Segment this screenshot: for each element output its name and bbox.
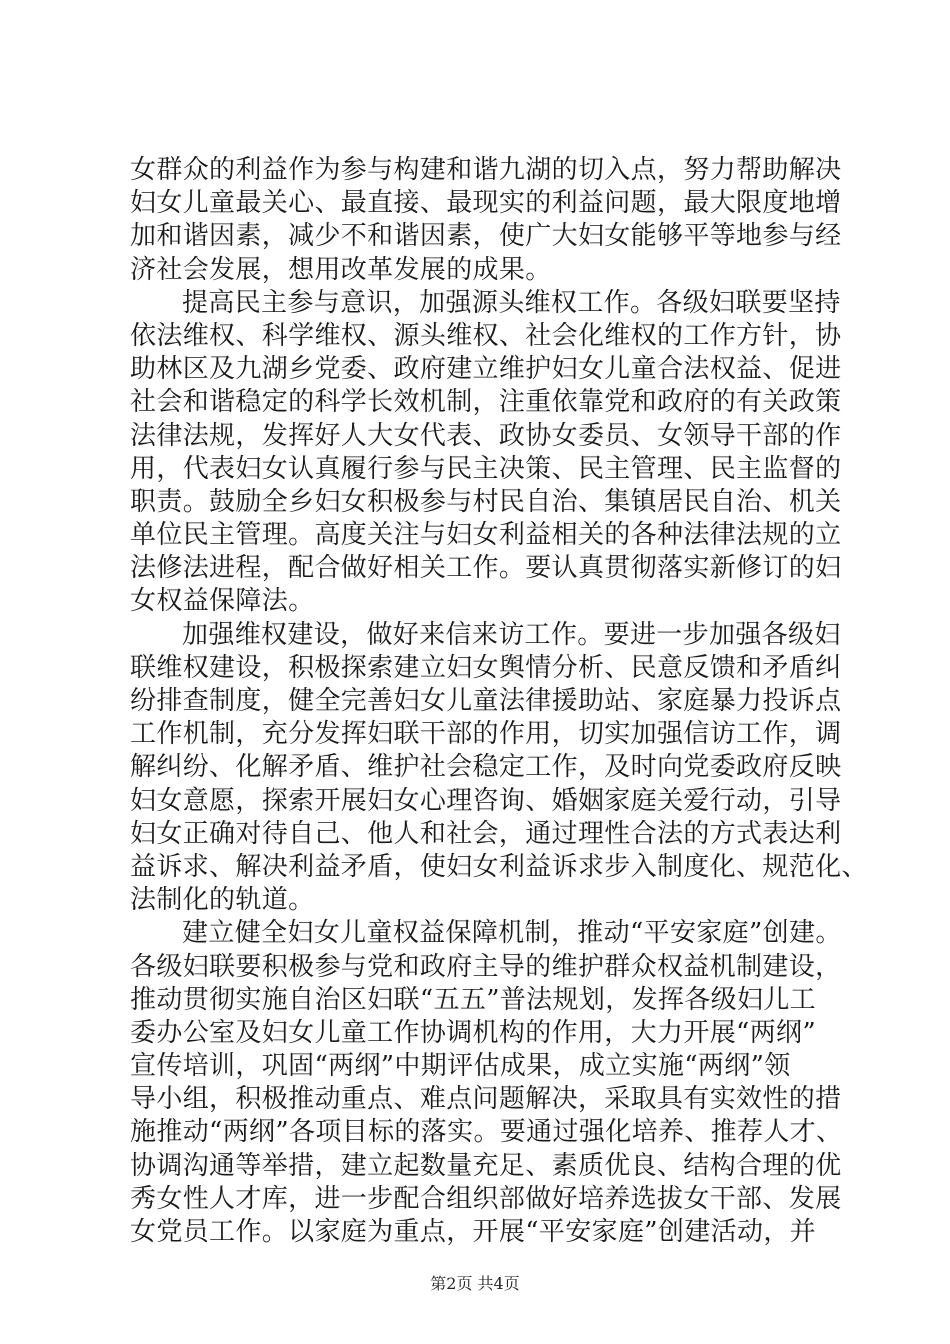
text-line: 加强维权建设，做好来信来访工作。要进一步加强各级妇 — [182, 619, 841, 650]
text-line: 委办公室及妇女儿童工作协调机构的作用，大力开展“两纲” — [130, 1017, 817, 1048]
text-line: 女群众的利益作为参与构建和谐九湖的切入点，努力帮助解决 — [130, 155, 842, 185]
text-line: 用，代表妇女认真履行参与民主决策、民主管理、民主监督的 — [130, 453, 842, 484]
text-line: 加和谐因素，减少不和谐因素，使广大妇女能够平等地参与经 — [130, 221, 842, 252]
page-footer: 第2页 共4页 — [430, 1274, 520, 1293]
text-line: 协调沟通等举措，建立起数量充足、素质优良、结构合理的优 — [130, 1150, 842, 1181]
text-line: 秀女性人才库，进一步配合组织部做好培养选拔女干部、发展 — [130, 1183, 842, 1214]
text-line: 职责。鼓励全乡妇女积极参与村民自治、集镇居民自治、机关 — [130, 486, 842, 517]
text-line: 益诉求、解决利益矛盾，使妇女利益诉求步入制度化、规范化、 — [130, 851, 868, 882]
text-line: 提高民主参与意识，加强源头维权工作。各级妇联要坚持 — [182, 287, 841, 318]
text-line: 法修法进程，配合做好相关工作。要认真贯彻落实新修订的妇 — [130, 553, 842, 584]
text-line: 妇女儿童最关心、最直接、最现实的利益问题，最大限度地增 — [130, 188, 842, 219]
text-line: 建立健全妇女儿童权益保障机制，推动“平安家庭”创建。 — [182, 918, 842, 949]
text-line: 各级妇联要积极参与党和政府主导的维护群众权益机制建设， — [130, 951, 842, 982]
text-line: 联维权建设，积极探索建立妇女舆情分析、民意反馈和矛盾纠 — [130, 652, 842, 683]
text-line: 妇女正确对待自己、他人和社会，通过理性合法的方式表达利 — [130, 818, 842, 849]
text-line: 推动贯彻实施自治区妇联“五五”普法规划，发挥各级妇儿工 — [130, 984, 817, 1015]
text-line: 妇女意愿，探索开展妇女心理咨询、婚姻家庭关爱行动，引导 — [130, 785, 842, 816]
text-line: 纷排查制度，健全完善妇女儿童法律援助站、家庭暴力投诉点 — [130, 686, 842, 716]
text-line: 依法维权、科学维权、源头维权、社会化维权的工作方针，协 — [130, 320, 842, 351]
text-line: 单位民主管理。高度关注与妇女利益相关的各种法律法规的立 — [130, 520, 842, 551]
text-line: 女党员工作。以家庭为重点，开展“平安家庭”创建活动，并 — [130, 1217, 817, 1247]
document-body — [130, 154, 868, 1249]
text-line: 法制化的轨道。 — [130, 885, 315, 916]
text-line: 济社会发展，想用改革发展的成果。 — [130, 254, 552, 285]
text-line: 法律法规，发挥好人大女代表、政协女委员、女领导干部的作 — [130, 420, 842, 451]
text-line: 女权益保障法。 — [130, 586, 315, 617]
text-line: 解纠纷、化解矛盾、维护社会稳定工作，及时向党委政府反映 — [130, 752, 842, 783]
text-line: 助林区及九湖乡党委、政府建立维护妇女儿童合法权益、促进 — [130, 354, 842, 385]
text-line: 宣传培训，巩固“两纲”中期评估成果，成立实施“两纲”领 — [130, 1051, 791, 1082]
text-line: 社会和谐稳定的科学长效机制，注重依靠党和政府的有关政策 — [130, 387, 842, 418]
text-line: 导小组，积极推动重点、难点问题解决，采取具有实效性的措 — [130, 1084, 842, 1115]
text-line: 施推动“两纲”各项目标的落实。要通过强化培养、推荐人才、 — [130, 1117, 843, 1148]
text-line: 工作机制，充分发挥妇联干部的作用，切实加强信访工作，调 — [130, 719, 842, 750]
